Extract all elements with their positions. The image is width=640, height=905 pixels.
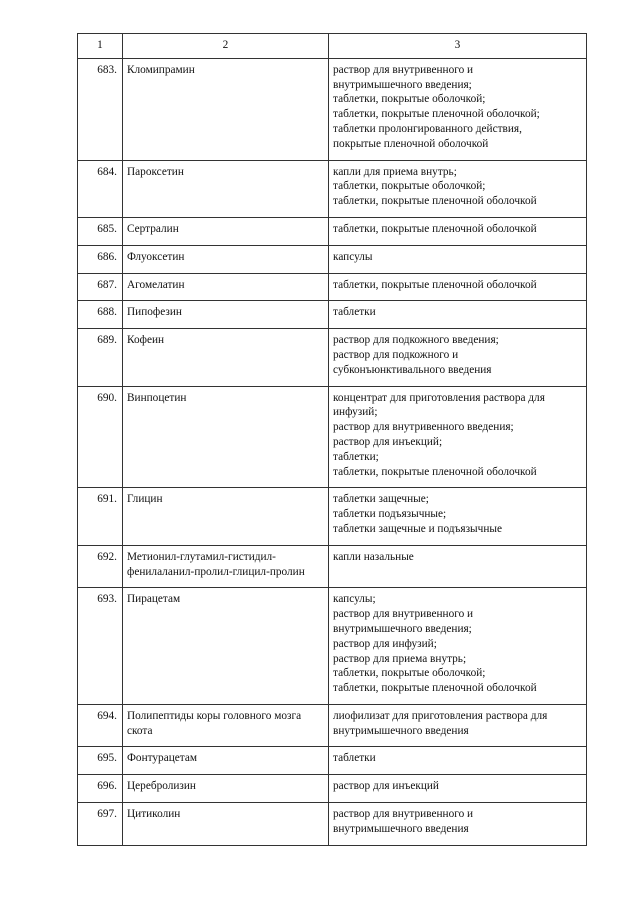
- drug-name: Кофеин: [123, 329, 329, 386]
- dosage-form-line: раствор для подкожного и: [333, 348, 459, 361]
- drug-name: Глицин: [123, 488, 329, 545]
- header-col-3: 3: [329, 34, 587, 59]
- row-number: 690.: [78, 386, 123, 488]
- drug-name: Полипептиды коры головного мозга скота: [123, 704, 329, 747]
- drug-name: Пирацетам: [123, 588, 329, 705]
- drug-name: Сертралин: [123, 217, 329, 245]
- dosage-form-line: таблетки, покрытые пленочной оболочкой: [333, 682, 537, 695]
- dosage-forms: [329, 273, 587, 301]
- table-row: [78, 160, 587, 217]
- table-row: [78, 588, 587, 705]
- dosage-form-line: таблетки, покрытые оболочкой;: [333, 180, 486, 193]
- dosage-form-line: раствор для внутривенного и: [333, 608, 474, 621]
- dosage-forms: [329, 775, 587, 803]
- table-row: [78, 58, 587, 160]
- dosage-form-line: раствор для подкожного введения;: [333, 334, 499, 347]
- dosage-form-line: таблетки: [333, 306, 376, 319]
- dosage-form-line: таблетки, покрытые пленочной оболочкой: [333, 465, 537, 478]
- row-number: 692.: [78, 545, 123, 588]
- dosage-forms: [329, 58, 587, 160]
- dosage-form-line: таблетки, покрытые пленочной оболочкой: [333, 222, 537, 235]
- dosage-forms: [329, 545, 587, 588]
- dosage-form-line: раствор для приема внутрь;: [333, 652, 467, 665]
- drug-name: Цитиколин: [123, 803, 329, 846]
- row-number: 684.: [78, 160, 123, 217]
- dosage-form-line: таблетки, покрытые пленочной оболочкой: [333, 278, 537, 291]
- drug-name: Агомелатин: [123, 273, 329, 301]
- row-number: 686.: [78, 245, 123, 273]
- row-number: 691.: [78, 488, 123, 545]
- table-row: [78, 488, 587, 545]
- dosage-form-line: таблетки: [333, 752, 376, 765]
- row-number: 685.: [78, 217, 123, 245]
- dosage-form-line: покрытые пленочной оболочкой: [333, 137, 489, 150]
- row-number: 695.: [78, 747, 123, 775]
- dosage-form-line: раствор для инъекций;: [333, 435, 443, 448]
- dosage-form-line: внутримышечного введения;: [333, 78, 472, 91]
- header-col-2: 2: [123, 34, 329, 59]
- drug-name: Церебролизин: [123, 775, 329, 803]
- table-row: [78, 329, 587, 386]
- drug-name: Флуоксетин: [123, 245, 329, 273]
- table-row: [78, 217, 587, 245]
- dosage-form-line: таблетки, покрытые пленочной оболочкой;: [333, 108, 540, 121]
- dosage-forms: [329, 488, 587, 545]
- table-row: [78, 747, 587, 775]
- drug-name: Пароксетин: [123, 160, 329, 217]
- table-row: [78, 704, 587, 747]
- dosage-form-line: капли для приема внутрь;: [333, 165, 457, 178]
- dosage-form-line: лиофилизат для приготовления раствора для: [333, 709, 548, 722]
- dosage-forms: [329, 217, 587, 245]
- row-number: 688.: [78, 301, 123, 329]
- dosage-form-line: таблетки;: [333, 450, 379, 463]
- dosage-form-line: раствор для внутривенного и: [333, 63, 474, 76]
- table-row: [78, 803, 587, 846]
- dosage-form-line: внутримышечного введения: [333, 822, 469, 835]
- dosage-form-line: капсулы: [333, 250, 373, 263]
- table-row: [78, 245, 587, 273]
- header-col-1: 1: [78, 34, 123, 59]
- row-number: 689.: [78, 329, 123, 386]
- dosage-form-line: субконъюнктивального введения: [333, 363, 492, 376]
- row-number: 696.: [78, 775, 123, 803]
- dosage-form-line: таблетки пролонгированного действия,: [333, 122, 522, 135]
- dosage-form-line: раствор для инъекций: [333, 780, 439, 793]
- dosage-form-line: таблетки, покрытые пленочной оболочкой: [333, 195, 537, 208]
- table-row: [78, 775, 587, 803]
- drug-name: Фонтурацетам: [123, 747, 329, 775]
- dosage-forms: [329, 747, 587, 775]
- drug-name: Метионил-глутамил-гистидил-фенилаланил-пролил-глицил-пролин: [123, 545, 329, 588]
- dosage-form-line: внутримышечного введения;: [333, 622, 472, 635]
- row-number: 694.: [78, 704, 123, 747]
- dosage-form-line: таблетки, покрытые оболочкой;: [333, 667, 486, 680]
- row-number: 693.: [78, 588, 123, 705]
- dosage-forms: [329, 704, 587, 747]
- row-number: 687.: [78, 273, 123, 301]
- dosage-form-line: таблетки подъязычные;: [333, 508, 447, 521]
- dosage-form-line: раствор для внутривенного и: [333, 808, 474, 821]
- dosage-forms: [329, 329, 587, 386]
- table-row: [78, 273, 587, 301]
- dosage-forms: [329, 588, 587, 705]
- dosage-form-line: таблетки защечные;: [333, 493, 429, 506]
- drug-name: Винпоцетин: [123, 386, 329, 488]
- dosage-form-line: капсулы;: [333, 593, 376, 606]
- drug-list-table: [77, 33, 587, 846]
- dosage-form-line: капли назальные: [333, 550, 414, 563]
- dosage-forms: [329, 245, 587, 273]
- dosage-form-line: внутримышечного введения: [333, 724, 469, 737]
- table-row: [78, 301, 587, 329]
- drug-name: Пипофезин: [123, 301, 329, 329]
- dosage-form-line: концентрат для приготовления раствора для: [333, 391, 545, 404]
- drug-name: Кломипрамин: [123, 58, 329, 160]
- dosage-form-line: таблетки защечные и подъязычные: [333, 522, 502, 535]
- dosage-forms: [329, 160, 587, 217]
- row-number: 683.: [78, 58, 123, 160]
- table-row: [78, 386, 587, 488]
- dosage-form-line: раствор для инфузий;: [333, 637, 437, 650]
- dosage-forms: [329, 386, 587, 488]
- dosage-forms: [329, 803, 587, 846]
- dosage-form-line: таблетки, покрытые оболочкой;: [333, 93, 486, 106]
- row-number: 697.: [78, 803, 123, 846]
- dosage-form-line: раствор для внутривенного введения;: [333, 421, 514, 434]
- table-header-row: [78, 34, 587, 59]
- dosage-form-line: инфузий;: [333, 406, 378, 419]
- dosage-forms: [329, 301, 587, 329]
- table-row: [78, 545, 587, 588]
